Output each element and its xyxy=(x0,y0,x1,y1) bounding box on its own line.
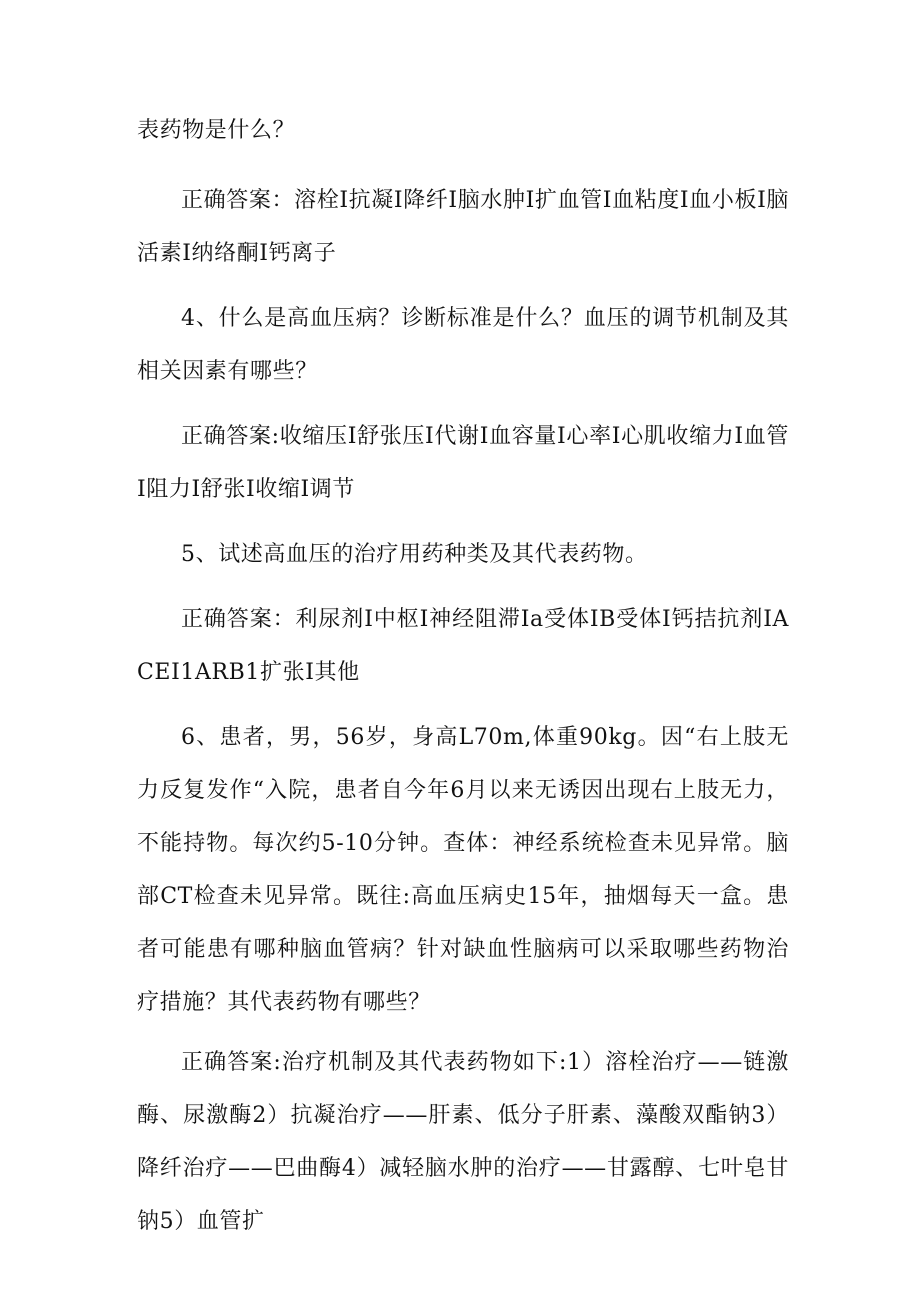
question-3-tail: 表药物是什么？ xyxy=(137,118,296,143)
answer-6: 正确答案:治疗机制及其代表药物如下:1）溶栓治疗——链激酶、尿激酶2）抗凝治疗——肝素、低分子肝素、藻酸双酯钠3）降纤治疗——巴曲酶4）减轻脑水肿的治疗——甘露醇、七叶皂甘钠5）血管扩 xyxy=(137,1050,789,1234)
answer-5: 正确答案：利尿剂I中枢I神经阻滞Ia受体IB受体I钙拮抗剂IACEI1ARB1扩张I其他 xyxy=(137,607,789,685)
question-6: 6、患者，男，56岁，身高L70m,体重90kg。因“右上肢无力反复发作“入院，患者自今年6月以来无诱因出现右上肢无力，不能持物。每次约5-10分钟。查体：神经系统检查未见异常。脑部CT检查未见异常。既往:高血压病史15年，抽烟每天一盒。患者可能患有哪种脑血管病？针对缺血性脑病可以采取哪些药物治疗措施？其代表药物有哪些？ xyxy=(137,725,789,1015)
answer-4: 正确答案:收缩压I舒张压I代谢I血容量I心率I心肌收缩力I血管I阻力I舒张I收缩I调节 xyxy=(137,424,789,502)
question-5: 5、试述高血压的治疗用药种类及其代表药物。 xyxy=(181,542,648,567)
answer-3: 正确答案：溶栓I抗凝I降纤I脑水肿I扩血管I血粘度I血小板I脑活素I纳络酮I钙离子 xyxy=(137,188,789,266)
question-4: 4、什么是高血压病？诊断标准是什么？血压的调节机制及其相关因素有哪些？ xyxy=(137,306,789,384)
